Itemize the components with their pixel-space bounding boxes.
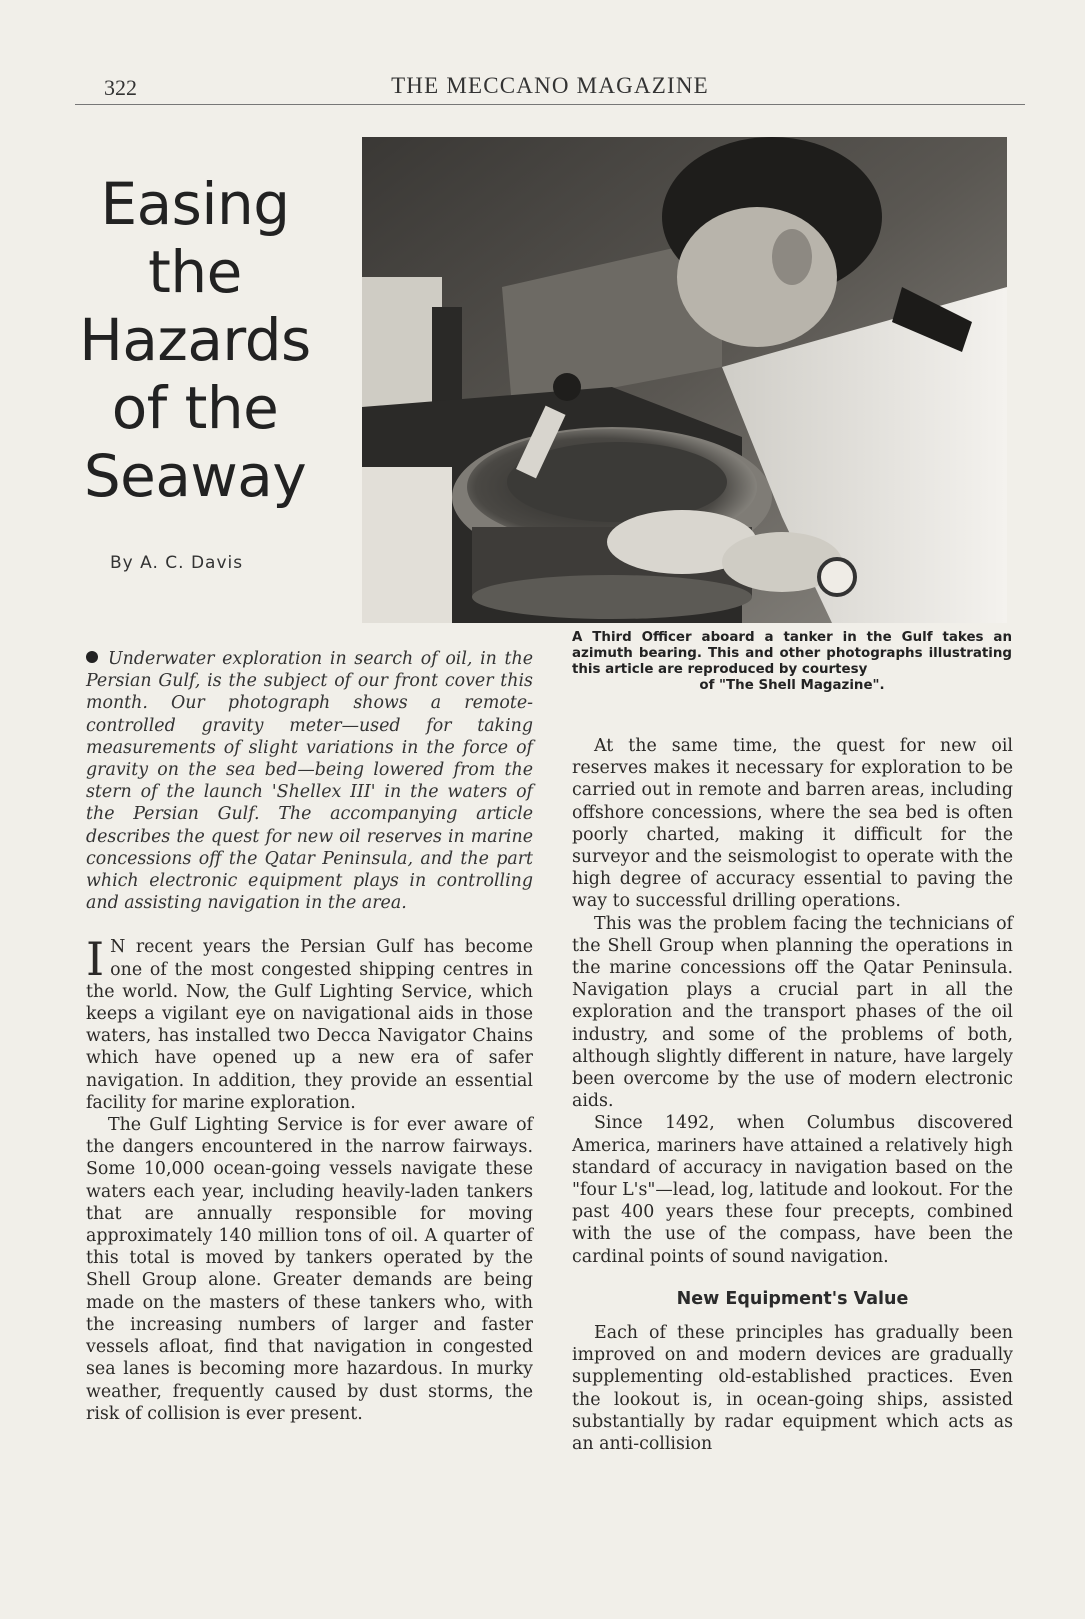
intro-text: Underwater exploration in search of oil, in the Persian Gulf, is the subject of our front cover this month. Our photograph shows a remote-controlled gravity meter—used for taking measurements of slight variations in the force of gravity on the sea bed—being lowered from the stern of the launch 'Shellex III' in the waters of the Persian Gulf. The accompanying article describes the quest for new oil reserves in marine concessions off the Qatar Peninsula, and the part which electronic equipment plays in controlling and assisting navigation in the area. [86,649,533,914]
left-column [86,648,533,1425]
drop-cap: I [86,932,105,987]
byline: By A. C. Davis [110,553,244,573]
right-column [572,735,1013,1455]
article-title [70,170,320,510]
page-number: 322 [104,75,137,100]
left-paragraph-2: The Gulf Lighting Service is for ever aware of the dangers encountered in the narrow fairways. Some 10,000 ocean-going vessels navigate these waters each year, including heavily-laden tankers that are annually responsible for moving approximately 140 million tons of oil. A quarter of this total is moved by tankers operated by the Shell Group alone. Greater demands are being made on the masters of these tankers who, with the increasing numbers of larger and faster vessels afloat, find that navigation in congested sea lanes is becoming more hazardous. In murky weather, frequently caused by dust storms, the risk of collision is ever present. [86,1115,533,1424]
right-paragraph-1: At the same time, the quest for new oil reserves makes it necessary for exploration to be carried out in remote and barren areas, including offshore concessions, where the sea bed is often poorly charted, making it difficult for the surveyor and the seismologist to operate with the high degree of accuracy essential to paving the way to successful drilling operations. [572,736,1013,912]
right-paragraph-2: This was the problem facing the technicians of the Shell Group when planning the operations in the marine concessions off the Qatar Peninsula. Navigation plays a crucial part in all the exploration and the transport phases of the oil industry, and some of the problems of both, although slightly different in nature, have largely been overcome by the use of modern electronic aids. [572,913,1013,1112]
caption-credit: of "The Shell Magazine". [699,678,885,693]
section-subheading: New Equipment's Value [676,1288,909,1309]
intro-paragraph [86,648,533,914]
title-line-5: Seaway [83,442,307,510]
title-line-4: of the [111,374,279,442]
caption-main: A Third Officer aboard a tanker in the Gulf takes an azimuth bearing. This and other photographs illustrating this article are reproduced by courtesy [572,630,1012,677]
title-line-3: Hazards [79,306,311,374]
left-paragraph-1 [86,932,533,1114]
right-paragraph-3: Since 1492, when Columbus discovered America, mariners have attained a relatively high standard of accuracy in navigation based on the "four L's"—lead, log, latitude and lookout. For the past 400 years these four precepts, combined with the use of the compass, have been the cardinal points of sound navigation. [572,1113,1013,1267]
header-rule [75,104,1025,105]
photo-caption [572,630,1012,694]
running-title: THE MECCANO MAGAZINE [391,73,709,98]
bullet-icon [86,651,98,663]
left-paragraph-1-text: N recent years the Persian Gulf has become one of the most congested shipping centres in the world. Now, the Gulf Lighting Service, which keeps a vigilant eye on navigational aids in those waters, has installed two Decca Navigator Chains which have opened up a new era of safer navigation. In addition, they provide an essential facility for marine exploration. [86,937,533,1113]
right-paragraph-4: Each of these principles has gradually been improved on and modern devices are gradually supplementing old-established practices. Even the lookout is, in ocean-going ships, assisted substantially by radar equipment which acts as an anti-collision [572,1323,1013,1455]
title-line-2: the [148,238,242,306]
title-line-1: Easing [100,170,290,238]
article-photo [362,137,1007,623]
photo-illustration-icon [362,137,1007,623]
